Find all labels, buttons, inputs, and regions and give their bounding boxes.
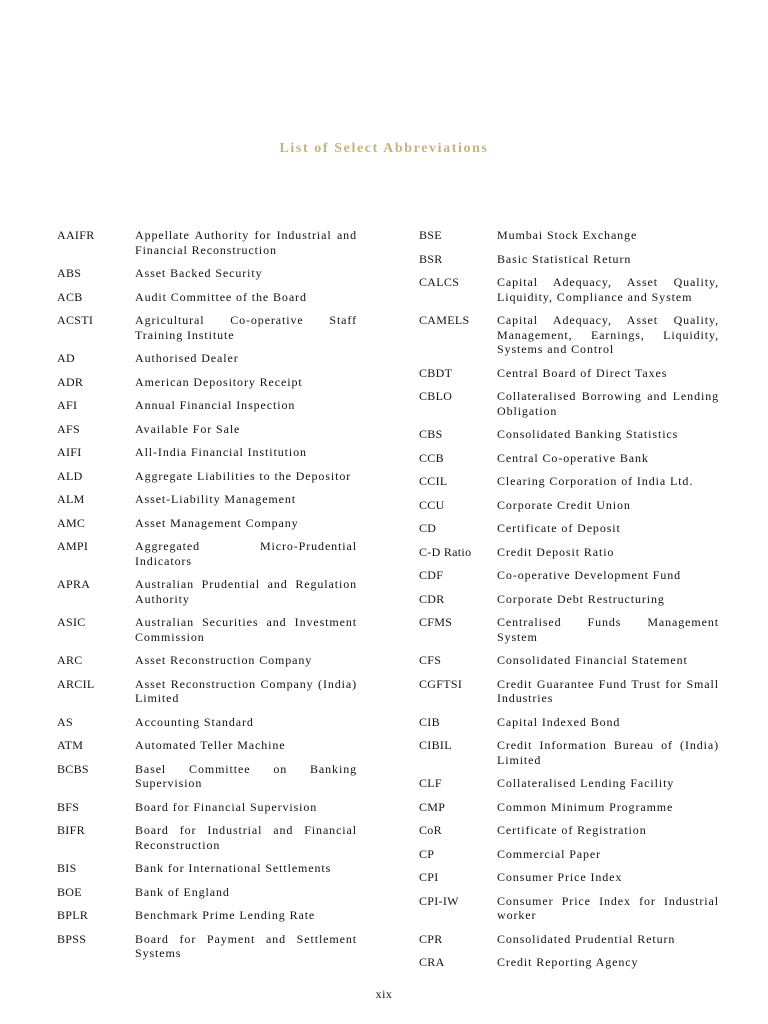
abbreviation-expansion: Consolidated Banking Statistics bbox=[497, 427, 679, 441]
abbreviation-expansion: Australian Securities and Investment Commission bbox=[135, 615, 357, 644]
abbreviation-expansion: Asset-Liability Management bbox=[135, 492, 297, 506]
abbreviation-expansion: Corporate Credit Union bbox=[497, 497, 631, 512]
abbreviation-term: CDF bbox=[419, 568, 444, 582]
abbreviation-expansion: Bank for International Settlements bbox=[135, 861, 332, 875]
abbreviation-entry bbox=[57, 932, 357, 961]
abbreviation-entry bbox=[419, 313, 719, 357]
abbreviation-entry bbox=[419, 870, 719, 885]
abbreviation-term: CD bbox=[419, 521, 437, 535]
abbreviation-entry bbox=[57, 577, 357, 606]
abbreviation-term: ABS bbox=[57, 266, 82, 280]
abbreviation-term: CBDT bbox=[419, 365, 453, 380]
abbreviation-expansion: Benchmark Prime Lending Rate bbox=[135, 908, 316, 922]
abbreviation-entry bbox=[419, 800, 719, 815]
abbreviation-expansion: Audit Committee of the Board bbox=[135, 289, 307, 304]
abbreviation-term: ACB bbox=[57, 289, 83, 304]
abbreviation-expansion: Board for Financial Supervision bbox=[135, 799, 318, 814]
abbreviation-entry bbox=[57, 653, 357, 668]
abbreviation-expansion: Consumer Price Index bbox=[497, 870, 623, 884]
abbreviation-expansion: Capital Indexed Bond bbox=[497, 714, 621, 729]
abbreviation-expansion: Capital Adequacy, Asset Quality, Liquidity, Compliance and System bbox=[497, 275, 719, 304]
abbreviation-term: ACSTI bbox=[57, 313, 94, 327]
abbreviation-term: APRA bbox=[57, 577, 91, 591]
abbreviation-entry bbox=[419, 568, 719, 583]
abbreviation-entry bbox=[419, 389, 719, 418]
abbreviation-term: CPR bbox=[419, 931, 443, 946]
abbreviation-entry bbox=[57, 823, 357, 852]
abbreviation-list-left bbox=[57, 228, 357, 970]
abbreviation-term: BFS bbox=[57, 799, 80, 814]
abbreviation-expansion: Asset Management Company bbox=[135, 515, 299, 530]
abbreviation-entry bbox=[57, 615, 357, 644]
abbreviation-expansion: Certificate of Registration bbox=[497, 823, 647, 837]
abbreviation-term: BIFR bbox=[57, 823, 85, 837]
abbreviation-expansion: Consumer Price Index for Industrial worker bbox=[497, 893, 719, 922]
abbreviation-term: C-D Ratio bbox=[419, 544, 472, 559]
abbreviation-term: CGFTSI bbox=[419, 676, 463, 691]
abbreviation-entry bbox=[57, 445, 357, 460]
page-number: xix bbox=[375, 987, 393, 1001]
abbreviation-entry bbox=[419, 228, 719, 243]
abbreviation-entry bbox=[419, 715, 719, 730]
abbreviation-term: CPI bbox=[419, 870, 439, 884]
abbreviation-entry bbox=[419, 474, 719, 489]
abbreviation-expansion: Credit Information Bureau of (India) Limited bbox=[497, 738, 719, 767]
abbreviation-expansion: Credit Reporting Agency bbox=[497, 955, 639, 969]
abbreviation-expansion: Credit Deposit Ratio bbox=[497, 544, 615, 559]
abbreviation-entry bbox=[57, 266, 357, 281]
abbreviation-term: CCB bbox=[419, 450, 444, 465]
abbreviation-term: CCIL bbox=[419, 474, 448, 488]
abbreviation-entry bbox=[419, 498, 719, 513]
abbreviation-term: ALM bbox=[57, 492, 85, 506]
abbreviation-expansion: Accounting Standard bbox=[135, 714, 254, 729]
abbreviation-entry bbox=[419, 427, 719, 442]
abbreviation-expansion: Bank of England bbox=[135, 884, 230, 899]
abbreviation-entry bbox=[57, 469, 357, 484]
abbreviation-term: AIFI bbox=[57, 445, 82, 459]
abbreviation-term: CCU bbox=[419, 497, 445, 512]
abbreviation-term: ARC bbox=[57, 653, 83, 667]
abbreviation-entry bbox=[419, 738, 719, 767]
abbreviation-entry bbox=[419, 653, 719, 668]
abbreviation-expansion: Collateralised Borrowing and Lending Obligation bbox=[497, 389, 719, 418]
abbreviation-entry bbox=[419, 252, 719, 267]
abbreviation-entry bbox=[419, 776, 719, 791]
abbreviation-term: ALD bbox=[57, 468, 83, 483]
abbreviation-entry bbox=[419, 894, 719, 923]
abbreviation-expansion: Agricultural Co-operative Staff Training Institute bbox=[135, 313, 357, 342]
abbreviation-expansion: Capital Adequacy, Asset Quality, Management, Earnings, Liquidity, Systems and Control bbox=[497, 313, 719, 356]
abbreviation-expansion: Common Minimum Programme bbox=[497, 799, 674, 814]
abbreviation-entry bbox=[57, 908, 357, 923]
abbreviation-term: ARCIL bbox=[57, 676, 95, 691]
abbreviation-entry bbox=[419, 823, 719, 838]
abbreviation-term: CBS bbox=[419, 427, 443, 441]
abbreviation-term: ASIC bbox=[57, 615, 86, 629]
abbreviation-term: AMC bbox=[57, 515, 86, 530]
abbreviation-term: CoR bbox=[419, 823, 442, 837]
abbreviation-entry bbox=[419, 677, 719, 706]
abbreviation-entry bbox=[57, 351, 357, 366]
abbreviation-entry bbox=[57, 762, 357, 791]
abbreviation-expansion: Asset Reconstruction Company bbox=[135, 653, 313, 667]
abbreviation-term: ADR bbox=[57, 374, 84, 389]
abbreviation-entry bbox=[57, 800, 357, 815]
abbreviation-entry bbox=[419, 592, 719, 607]
abbreviation-term: CIB bbox=[419, 714, 440, 729]
abbreviation-entry bbox=[57, 290, 357, 305]
abbreviation-entry bbox=[57, 677, 357, 706]
abbreviation-term: CMP bbox=[419, 799, 446, 814]
abbreviation-term: ATM bbox=[57, 738, 84, 752]
abbreviation-expansion: Aggregate Liabilities to the Depositor bbox=[135, 468, 352, 483]
abbreviation-entry bbox=[419, 275, 719, 304]
abbreviation-expansion: Asset Backed Security bbox=[135, 266, 263, 280]
abbreviation-expansion: Consolidated Prudential Return bbox=[497, 931, 676, 946]
abbreviation-term: BSE bbox=[419, 228, 442, 242]
abbreviation-expansion: Central Co-operative Bank bbox=[497, 450, 649, 465]
abbreviation-entry bbox=[419, 545, 719, 560]
abbreviation-term: CIBIL bbox=[419, 738, 452, 752]
abbreviation-term: BSR bbox=[419, 251, 443, 266]
abbreviation-entry bbox=[419, 366, 719, 381]
abbreviation-expansion: Australian Prudential and Regulation Authority bbox=[135, 577, 357, 606]
abbreviation-term: CDR bbox=[419, 591, 445, 606]
abbreviation-entry bbox=[57, 738, 357, 753]
abbreviation-expansion: Basic Statistical Return bbox=[497, 251, 632, 266]
abbreviation-term: AFS bbox=[57, 421, 80, 436]
abbreviation-expansion: Centralised Funds Management System bbox=[497, 615, 719, 644]
abbreviation-term: BCBS bbox=[57, 761, 89, 776]
abbreviation-expansion: Consolidated Financial Statement bbox=[497, 653, 688, 667]
abbreviation-term: CPI-IW bbox=[419, 893, 459, 908]
abbreviation-expansion: Aggregated Micro-Prudential Indicators bbox=[135, 539, 357, 568]
abbreviation-term: AAIFR bbox=[57, 228, 95, 242]
abbreviation-expansion: Co-operative Development Fund bbox=[497, 568, 682, 582]
abbreviation-entry bbox=[57, 492, 357, 507]
abbreviation-entry bbox=[57, 715, 357, 730]
abbreviation-expansion: American Depository Receipt bbox=[135, 374, 303, 389]
abbreviation-term: CRA bbox=[419, 955, 445, 969]
abbreviation-term: CLF bbox=[419, 776, 442, 790]
abbreviation-term: BPSS bbox=[57, 931, 87, 946]
abbreviation-term: CFMS bbox=[419, 615, 453, 629]
abbreviation-entry bbox=[57, 422, 357, 437]
abbreviation-entry bbox=[57, 539, 357, 568]
abbreviation-entry bbox=[419, 955, 719, 970]
abbreviation-entry bbox=[57, 516, 357, 531]
abbreviation-expansion: All-India Financial Institution bbox=[135, 445, 307, 459]
abbreviation-term: CP bbox=[419, 846, 435, 861]
abbreviation-expansion: Mumbai Stock Exchange bbox=[497, 228, 638, 242]
abbreviation-term: CAMELS bbox=[419, 313, 470, 327]
abbreviation-expansion: Clearing Corporation of India Ltd. bbox=[497, 474, 694, 488]
abbreviation-term: BPLR bbox=[57, 908, 89, 922]
abbreviation-expansion: Certificate of Deposit bbox=[497, 521, 621, 535]
abbreviation-expansion: Central Board of Direct Taxes bbox=[497, 365, 668, 380]
abbreviation-entry bbox=[57, 375, 357, 390]
abbreviation-expansion: Authorised Dealer bbox=[135, 351, 239, 365]
abbreviation-term: AS bbox=[57, 714, 73, 729]
abbreviation-expansion: Appellate Authority for Industrial and Financial Reconstruction bbox=[135, 228, 357, 257]
abbreviation-expansion: Collateralised Lending Facility bbox=[497, 776, 675, 790]
abbreviation-expansion: Asset Reconstruction Company (India) Limited bbox=[135, 676, 357, 705]
abbreviation-expansion: Board for Payment and Settlement Systems bbox=[135, 931, 357, 960]
abbreviation-entry bbox=[419, 847, 719, 862]
abbreviation-expansion: Board for Industrial and Financial Reconstruction bbox=[135, 823, 357, 852]
abbreviation-expansion: Basel Committee on Banking Supervision bbox=[135, 761, 357, 790]
abbreviation-term: CBLO bbox=[419, 389, 453, 403]
abbreviation-list-right bbox=[419, 228, 719, 979]
abbreviation-expansion: Commercial Paper bbox=[497, 846, 602, 861]
abbreviation-term: AD bbox=[57, 351, 75, 365]
abbreviation-entry bbox=[419, 615, 719, 644]
abbreviation-term: BOE bbox=[57, 884, 82, 899]
abbreviation-entry bbox=[57, 313, 357, 342]
abbreviation-entry bbox=[419, 932, 719, 947]
abbreviation-expansion: Available For Sale bbox=[135, 421, 241, 436]
abbreviation-term: BIS bbox=[57, 861, 77, 875]
abbreviation-entry bbox=[57, 398, 357, 413]
abbreviation-entry bbox=[57, 861, 357, 876]
abbreviation-term: CALCS bbox=[419, 275, 460, 289]
abbreviation-entry bbox=[57, 228, 357, 257]
page-title: List of Select Abbreviations bbox=[279, 141, 489, 156]
abbreviation-expansion: Automated Teller Machine bbox=[135, 738, 286, 752]
abbreviation-expansion: Corporate Debt Restructuring bbox=[497, 591, 665, 606]
abbreviation-entry bbox=[57, 885, 357, 900]
abbreviation-term: AFI bbox=[57, 398, 78, 412]
abbreviation-expansion: Annual Financial Inspection bbox=[135, 398, 296, 412]
abbreviation-entry bbox=[419, 451, 719, 466]
abbreviation-term: CFS bbox=[419, 653, 442, 667]
abbreviation-entry bbox=[419, 521, 719, 536]
abbreviation-term: AMPI bbox=[57, 539, 89, 553]
abbreviation-expansion: Credit Guarantee Fund Trust for Small Industries bbox=[497, 676, 719, 705]
